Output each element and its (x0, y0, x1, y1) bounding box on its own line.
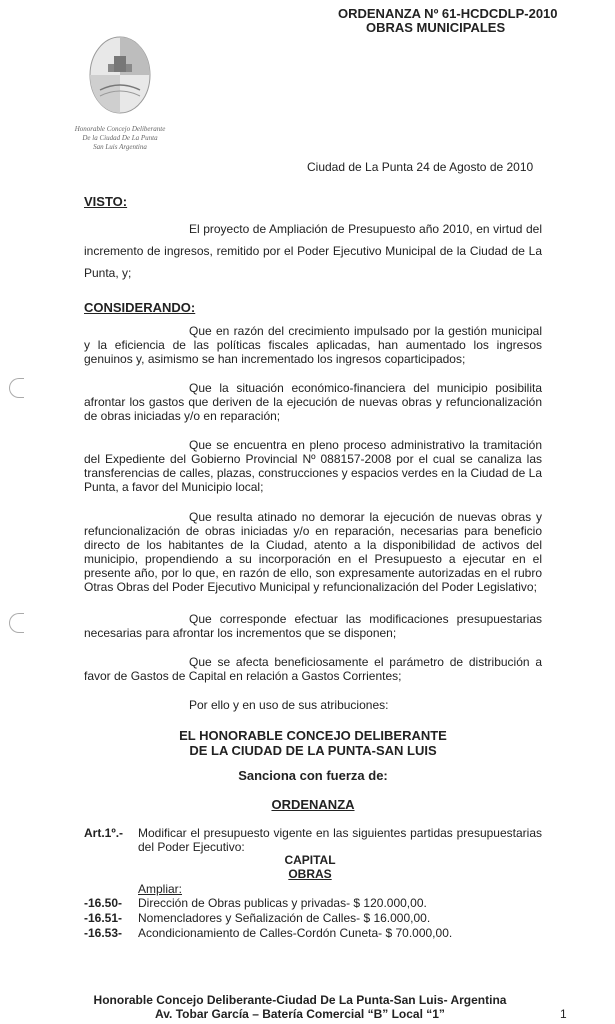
visto-heading: VISTO: (84, 194, 128, 209)
seal-caption-3: San Luis Argentina (93, 143, 147, 151)
budget-item (84, 896, 427, 911)
considerando-paragraph: Que en razón del crecimiento impulsado por la gestión municipal y la eficiencia de las políticas fiscales aplicadas, han aumentado los ingresos genuinos y, asimismo se han incrementado los ingresos coparticipados; (84, 324, 542, 366)
budget-item-code: -16.53- (84, 926, 123, 940)
considerando-paragraph: Que la situación económico-financiera del municipio posibilita afrontar los gastos que deriven de la ejecución de nuevas obras y refuncionalización de obras iniciadas y/o en reparación; (84, 381, 542, 423)
article-label: Art.1º.- (84, 826, 124, 840)
budget-item-text: Acondicionamiento de Calles-Cordón Cuneta- $ 70.000,00. (138, 926, 453, 940)
budget-item-code: -16.51- (84, 911, 123, 925)
seal-emblem-icon (70, 30, 170, 120)
budget-item (84, 926, 452, 941)
capital-label: CAPITAL (284, 853, 336, 867)
budget-item-text: Dirección de Obras publicas y privadas- $ 120.000,00. (138, 896, 427, 910)
footer-line-2: Av. Tobar García – Batería Comercial “B” Local “1” (155, 1007, 445, 1021)
seal-caption-2: De la Ciudad De La Punta (82, 134, 158, 142)
binding-hole-mark (9, 613, 24, 633)
considerando-paragraph: Que se encuentra en pleno proceso administrativo la tramitación del Expediente del Gobierno Provincial Nº 088157-2008 por el cual se canaliza las transferencias de calles, plazas, construcciones y espacios verdes en la Ciudad de La Punta, a favor del Municipio local; (84, 438, 542, 494)
considerando-paragraph: Que resulta atinado no demorar la ejecución de nuevas obras y refuncionalización de obras iniciadas y/o en reparación, necesarias para beneficio directo de los habitantes de la Ciudad, atento a la disponibilidad de activos del municipio, propendiendo a su incorporación en el Presupuesto a ejecutar en el presente año, por lo que, en razón de ello, son expresamente autorizadas en el rubro Otras Obras del Poder Ejecutivo Municipal y refuncionalización del Poder Legislativo; (84, 510, 542, 594)
budget-item-code: -16.50- (84, 896, 123, 910)
council-name (84, 728, 542, 758)
obras-label: OBRAS (288, 867, 332, 881)
ordenanza-title: ORDENANZA (271, 797, 355, 812)
visto-text: El proyecto de Ampliación de Presupuesto año 2010, en virtud del incremento de ingresos, remitido por el Poder Ejecutivo Municipal de la Ciudad de La Punta, y; (84, 222, 542, 280)
considerando-paragraph: Que se afecta beneficiosamente el parámetro de distribución a favor de Gastos de Capital en relación a Gastos Corrientes; (84, 655, 542, 683)
sanciona-line: Sanciona con fuerza de: (238, 768, 388, 783)
article-text: Modificar el presupuesto vigente en las siguientes partidas presupuestarias del Poder Ejecutivo: (138, 826, 542, 854)
seal-caption-1: Honorable Concejo Deliberante (74, 125, 166, 133)
binding-hole-mark (9, 378, 24, 398)
council-line-1: EL HONORABLE CONCEJO DELIBERANTE (179, 728, 447, 743)
ordinance-subject: OBRAS MUNICIPALES (366, 20, 506, 35)
budget-item-text: Nomencladores y Señalización de Calles- $ 16.000,00. (138, 911, 431, 925)
considerando-heading: CONSIDERANDO: (84, 300, 196, 315)
budget-item (84, 911, 430, 926)
date-line: Ciudad de La Punta 24 de Agosto de 2010 (307, 160, 534, 174)
ampliar-label: Ampliar: (138, 882, 183, 896)
council-line-2: DE LA CIUDAD DE LA PUNTA-SAN LUIS (189, 743, 437, 758)
footer-line-1: Honorable Concejo Deliberante-Ciudad De La Punta-San Luis- Argentina (93, 993, 507, 1007)
page-number: 1 (560, 1007, 567, 1021)
footer-address (60, 993, 540, 1021)
ordinance-number: ORDENANZA Nº 61-HCDCDLP-2010 (338, 6, 558, 21)
considerando-paragraph: Que corresponde efectuar las modificaciones presupuestarias necesarias para afrontar los incrementos que se disponen; (84, 612, 542, 640)
council-seal (70, 30, 170, 152)
considerando-paragraph: Por ello y en uso de sus atribuciones: (189, 698, 389, 712)
